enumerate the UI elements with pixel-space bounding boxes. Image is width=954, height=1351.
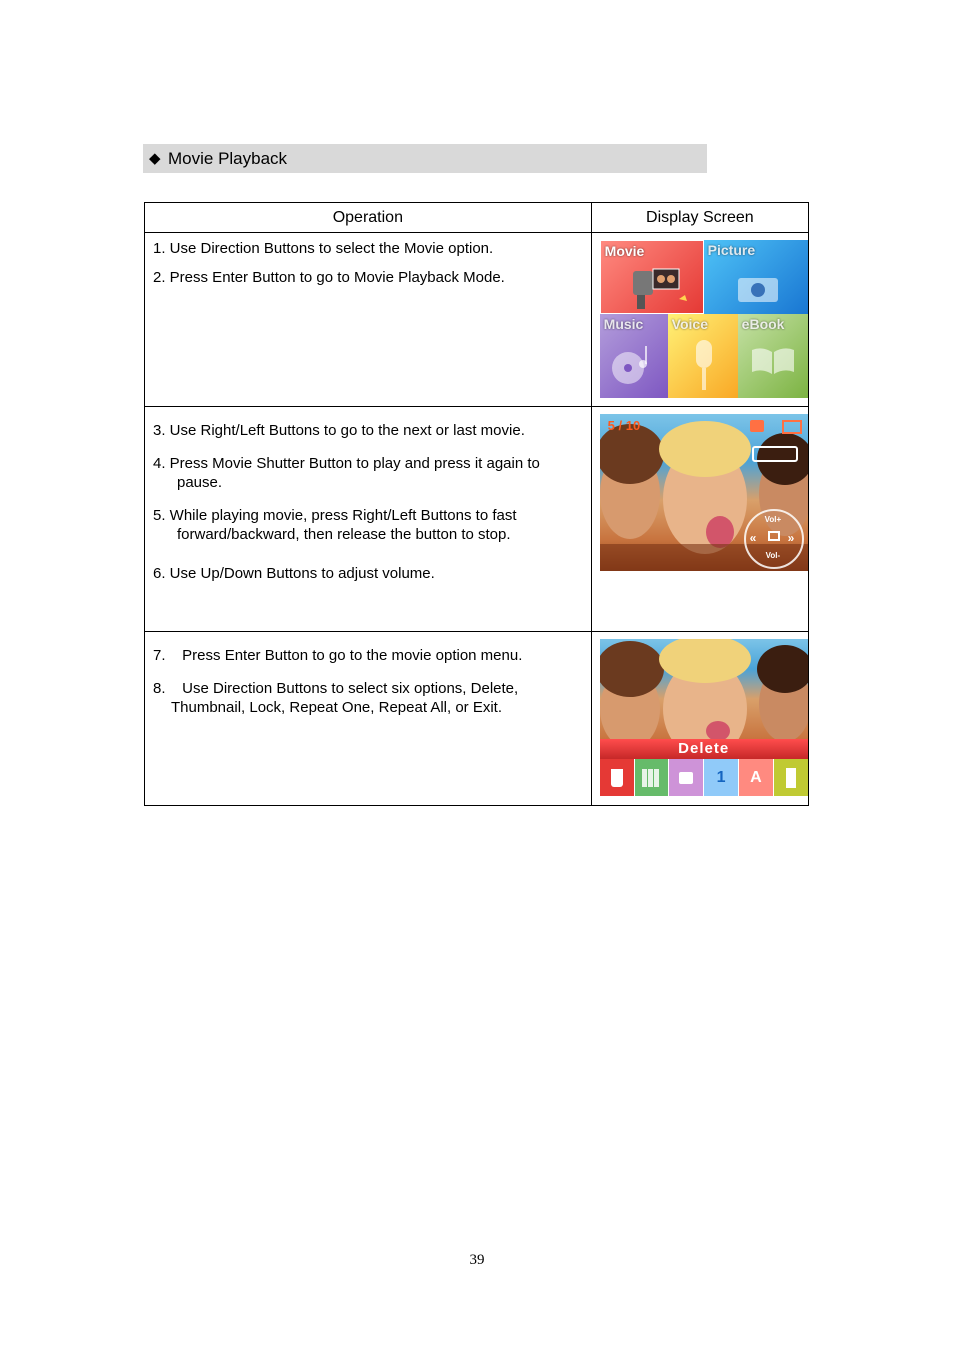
camera-icon bbox=[734, 272, 784, 306]
step-line: pause. bbox=[177, 474, 223, 491]
music-disc-icon bbox=[608, 340, 658, 390]
step-text bbox=[153, 454, 583, 492]
resolution-icon bbox=[750, 420, 764, 432]
tile-label: Movie bbox=[604, 243, 645, 259]
table-header-row bbox=[145, 203, 809, 233]
table-row bbox=[145, 233, 809, 407]
page-number: 39 bbox=[469, 1252, 485, 1268]
tile-label: Voice bbox=[671, 316, 708, 332]
step-text: 7. Press Enter Button to go to the movie option menu. bbox=[153, 647, 523, 664]
thumbnail-icon bbox=[635, 759, 670, 796]
display-cell bbox=[591, 632, 808, 806]
display-cell bbox=[591, 407, 808, 632]
pause-icon bbox=[752, 446, 798, 462]
repeat-one-glyph: 1 bbox=[716, 768, 726, 786]
option-menu-screen bbox=[600, 639, 808, 796]
table-row bbox=[145, 407, 809, 632]
step-line: 8. Use Direction Buttons to select six options, Delete, bbox=[153, 680, 519, 697]
tile-label: eBook bbox=[741, 316, 785, 332]
step-text bbox=[153, 679, 583, 717]
menu-tile-movie bbox=[600, 240, 704, 314]
main-menu-screen bbox=[600, 240, 808, 398]
menu-tile-voice bbox=[668, 314, 738, 398]
operations-table bbox=[144, 202, 809, 806]
lock-icon bbox=[669, 759, 704, 796]
microphone-icon bbox=[684, 336, 724, 396]
repeat-one-icon bbox=[704, 759, 739, 796]
option-label: Delete bbox=[600, 739, 808, 759]
header-operation: Operation bbox=[145, 203, 592, 233]
movie-frame-image bbox=[600, 639, 808, 739]
table-row bbox=[145, 632, 809, 806]
menu-tile-picture bbox=[704, 240, 808, 314]
volume-down-label: Vol- bbox=[765, 551, 781, 560]
section-header bbox=[143, 144, 707, 173]
menu-tile-music bbox=[600, 314, 668, 398]
camcorder-icon bbox=[629, 263, 689, 313]
step-text bbox=[153, 506, 583, 544]
section-title: Movie Playback bbox=[168, 149, 288, 168]
operation-cell bbox=[145, 632, 592, 806]
tile-label: Music bbox=[603, 316, 644, 332]
display-cell bbox=[591, 233, 808, 407]
option-icons-row bbox=[600, 759, 808, 796]
diamond-bullet-icon: ◆ bbox=[149, 150, 161, 167]
faces-image bbox=[600, 639, 808, 739]
camera-icon bbox=[768, 531, 780, 541]
exit-icon bbox=[774, 759, 808, 796]
trash-icon bbox=[600, 759, 635, 796]
operation-cell bbox=[145, 407, 592, 632]
playback-screen bbox=[600, 414, 808, 571]
operation-cell bbox=[145, 233, 592, 407]
volume-up-label: Vol+ bbox=[764, 515, 782, 524]
step-text: 2. Press Enter Button to go to Movie Playback Mode. bbox=[153, 269, 505, 286]
menu-tile-ebook bbox=[738, 314, 808, 398]
repeat-all-glyph: A bbox=[750, 768, 762, 786]
movie-counter: 5 / 10 bbox=[607, 418, 641, 433]
step-line: 5. While playing movie, press Right/Left Buttons to fast bbox=[153, 507, 517, 524]
book-icon bbox=[748, 344, 798, 378]
tile-label: Picture bbox=[707, 242, 756, 258]
header-display-screen: Display Screen bbox=[591, 203, 808, 233]
step-line: forward/backward, then release the button to stop. bbox=[177, 526, 511, 543]
rewind-icon: « bbox=[749, 531, 757, 545]
repeat-all-icon bbox=[739, 759, 774, 796]
playback-mode-icon bbox=[782, 420, 802, 434]
step-text: 1. Use Direction Buttons to select the Movie option. bbox=[153, 240, 494, 257]
direction-control-icon bbox=[744, 509, 804, 569]
step-text: 6. Use Up/Down Buttons to adjust volume. bbox=[153, 565, 435, 582]
step-line: Thumbnail, Lock, Repeat One, Repeat All, or Exit. bbox=[171, 699, 503, 716]
step-text: 3. Use Right/Left Buttons to go to the next or last movie. bbox=[153, 422, 525, 439]
fast-forward-icon: » bbox=[787, 531, 795, 545]
step-line: 4. Press Movie Shutter Button to play and press it again to bbox=[153, 455, 540, 472]
